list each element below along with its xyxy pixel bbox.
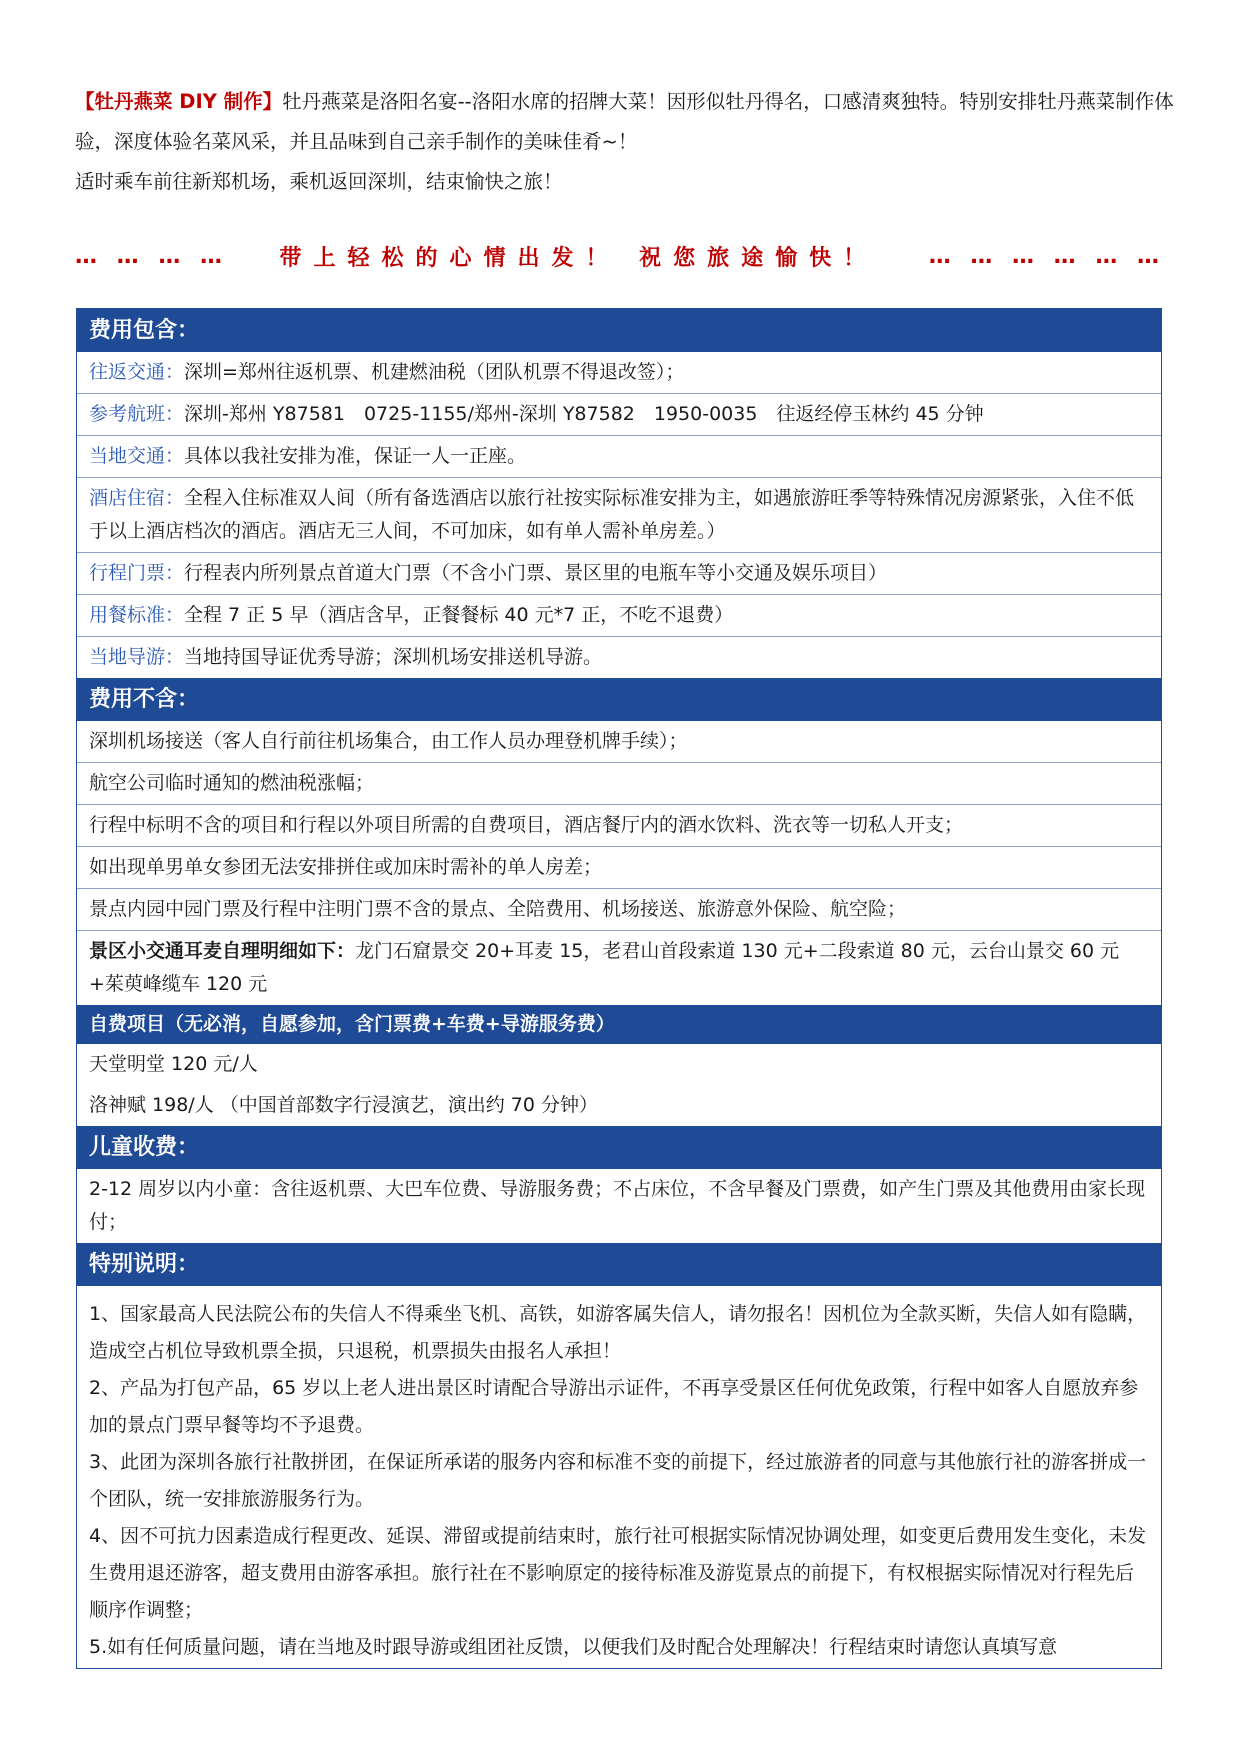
excluded-row: 航空公司临时通知的燃油税涨幅； (77, 762, 1161, 804)
optional-row: 天堂明堂 120 元/人 (89, 1053, 258, 1075)
included-label: 当地交通： (89, 445, 185, 467)
note-item: 5.如有任何质量问题，请在当地及时跟导游或组团社反馈，以便我们及时配合处理解决！行程结束时请您认真填写意 (89, 1636, 1058, 1658)
note-item: 2、产品为打包产品，65 岁以上老人进出景区时请配合导游出示证件，不再享受景区任何优免政策，行程中如客人自愿放弃参加的景点门票早餐等均不予退费。 (89, 1377, 1139, 1436)
note-item: 1、国家最高人民法院公布的失信人不得乘坐飞机、高铁，如游客属失信人，请勿报名！因机位为全款买断，失信人如有隐瞒，造成空占机位导致机票全损，只退税，机票损失由报名人承担！ (89, 1303, 1147, 1362)
excluded-header: 费用不含： (77, 678, 1161, 721)
optional-row: 洛神赋 198/人 （中国首部数字行浸演艺，演出约 70 分钟） (89, 1094, 599, 1116)
transport-label: 景区小交通耳麦自理明细如下： (89, 940, 356, 962)
intro-text: 牡丹燕菜是洛阳名宴--洛阳水席的招牌大菜！因形似牡丹得名，口感清爽独特。特别安排牡丹燕菜制作体验，深度体验名菜风采，并且品味到自己亲手制作的美味佳肴~！ (75, 90, 1174, 153)
intro-paragraph (75, 82, 1175, 162)
excluded-row: 景点内园中园门票及行程中注明门票不含的景点、全陪费用、机场接送、旅游意外保险、航空险； (77, 888, 1161, 930)
intro-tag: 【牡丹燕菜 DIY 制作】 (75, 90, 283, 113)
included-text: 全程入住标准双人间（所有备选酒店以旅行社按实际标准安排为主，如遇旅游旺季等特殊情况房源紧张，入住不低于以上酒店档次的酒店。酒店无三人间，不可加床，如有单人需补单房差。） (89, 487, 1135, 542)
notes-header: 特别说明： (77, 1243, 1161, 1286)
included-label: 往返交通： (89, 361, 185, 383)
slogan-banner (75, 240, 1165, 272)
included-row (77, 435, 1161, 477)
intro-section (75, 82, 1175, 202)
included-text: 深圳=郑州往返机票、机建燃油税（团队机票不得退改签）； (184, 361, 685, 383)
excluded-row: 行程中标明不含的项目和行程以外项目所需的自费项目，酒店餐厅内的酒水饮料、洗衣等一切私人开支； (77, 804, 1161, 846)
transport-row (77, 930, 1161, 1005)
included-row (77, 594, 1161, 636)
included-label: 用餐标准： (89, 604, 185, 626)
included-text: 具体以我社安排为准，保证一人一正座。 (184, 445, 527, 467)
included-label: 参考航班： (89, 403, 185, 425)
included-header: 费用包含： (77, 309, 1161, 352)
slogan-dots-left: … … … … (75, 243, 228, 269)
children-header: 儿童收费： (77, 1126, 1161, 1169)
intro-line2: 适时乘车前往新郑机场，乘机返回深圳，结束愉快之旅！ (75, 170, 563, 193)
transport-text: 龙门石窟景交 20+耳麦 15，老君山首段索道 130 元+二段索道 80 元，云台山景交 60 元+茱萸峰缆车 120 元 (89, 940, 1120, 995)
included-text: 当地持国导证优秀导游；深圳机场安排送机导游。 (184, 646, 603, 668)
fee-table (76, 308, 1162, 1669)
included-row (77, 352, 1161, 393)
included-text: 行程表内所列景点首道大门票（不含小门票、景区里的电瓶车等小交通及娱乐项目） (184, 562, 888, 584)
included-label: 行程门票： (89, 562, 185, 584)
included-row (77, 552, 1161, 594)
included-label: 酒店住宿： (89, 487, 185, 509)
note-item: 3、此团为深圳各旅行社散拼团，在保证所承诺的服务内容和标准不变的前提下，经过旅游者的同意与其他旅行社的游客拼成一个团队，统一安排旅游服务行为。 (89, 1451, 1147, 1510)
children-row: 2-12 周岁以内小童：含往返机票、大巴车位费、导游服务费；不占床位，不含早餐及门票费，如产生门票及其他费用由家长现付； (89, 1178, 1146, 1233)
optional-header: 自费项目（无必消，自愿参加，含门票费+车费+导游服务费） (77, 1005, 1161, 1044)
included-text: 深圳-郑州 Y87581 0725-1155/郑州-深圳 Y87582 1950-0035 往返经停玉林约 45 分钟 (184, 403, 984, 425)
excluded-row: 深圳机场接送（客人自行前往机场集合，由工作人员办理登机牌手续）； (89, 730, 688, 752)
included-label: 当地导游： (89, 646, 185, 668)
included-text: 全程 7 正 5 早（酒店含早，正餐餐标 40 元*7 正，不吃不退费） (184, 604, 734, 626)
slogan-message: 带上轻松的心情出发！ 祝您旅途愉快！ (279, 245, 878, 271)
included-row (77, 636, 1161, 678)
included-row (77, 393, 1161, 435)
slogan-dots-right: … … … … … … (928, 243, 1165, 269)
included-row (77, 477, 1161, 552)
excluded-row: 如出现单男单女参团无法安排拼住或加床时需补的单人房差； (77, 846, 1161, 888)
note-item: 4、因不可抗力因素造成行程更改、延误、滞留或提前结束时，旅行社可根据实际情况协调处理，如变更后费用发生变化，未发生费用退还游客，超支费用由游客承担。旅行社在不影响原定的接待标准及游览景点的前提下，有权根据实际情况对行程先后顺序作调整； (89, 1525, 1147, 1621)
notes-block (77, 1286, 1161, 1668)
